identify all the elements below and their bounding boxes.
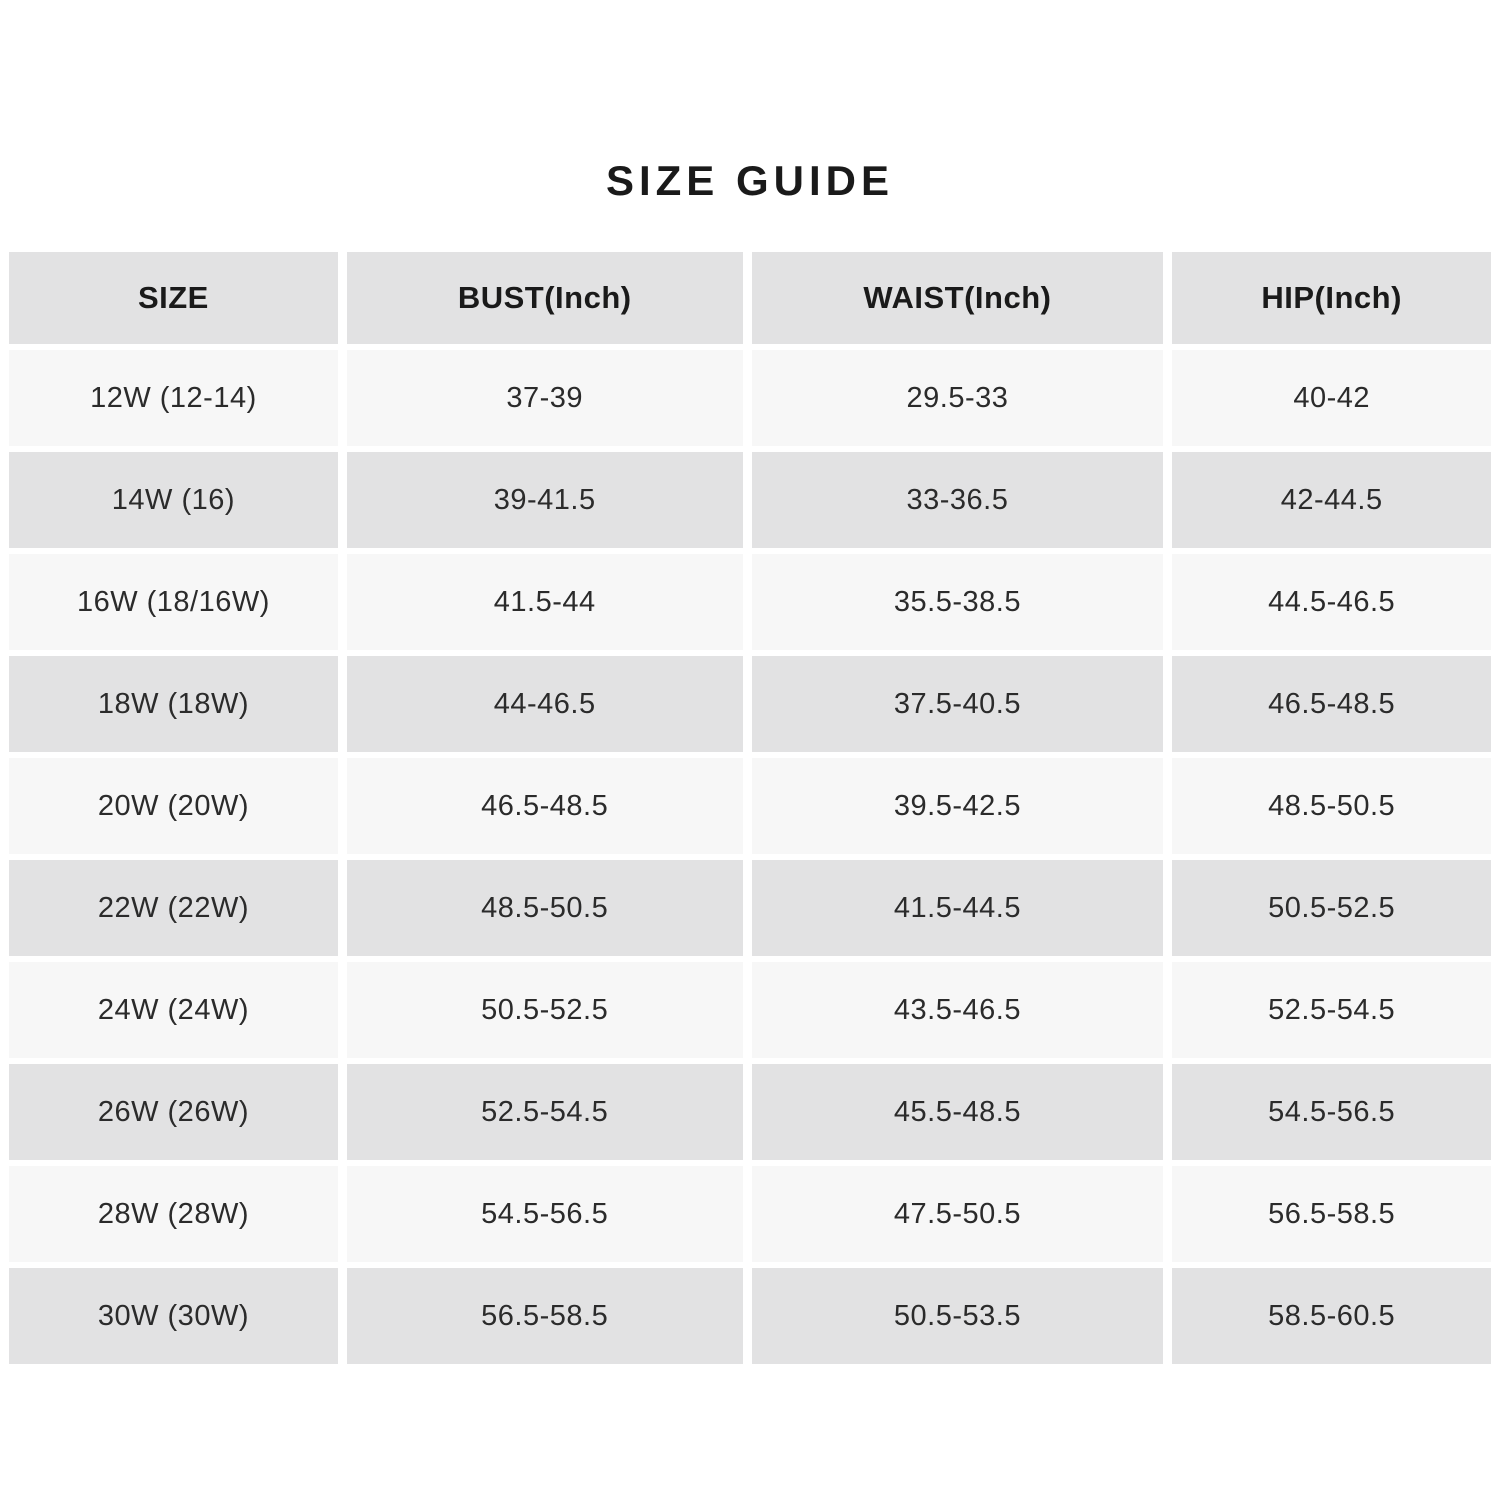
page-title: SIZE GUIDE [605, 157, 895, 204]
table-cell: 44-46.5 [347, 656, 743, 752]
table-header-row [9, 252, 1491, 344]
table-cell: 14W (16) [9, 452, 338, 548]
table-cell: 54.5-56.5 [347, 1166, 743, 1262]
table-row [9, 860, 1491, 956]
table-cell: 18W (18W) [9, 656, 338, 752]
table-row [9, 1268, 1491, 1364]
table-cell: 42-44.5 [1172, 452, 1491, 548]
table-cell: 12W (12-14) [9, 350, 338, 446]
column-header-bust: BUST(Inch) [347, 252, 743, 344]
table-cell: 56.5-58.5 [347, 1268, 743, 1364]
table-cell: 56.5-58.5 [1172, 1166, 1491, 1262]
table-cell: 24W (24W) [9, 962, 338, 1058]
table-row [9, 656, 1491, 752]
table-cell: 35.5-38.5 [752, 554, 1164, 650]
table-row [9, 758, 1491, 854]
table-cell: 50.5-52.5 [1172, 860, 1491, 956]
table-cell: 52.5-54.5 [347, 1064, 743, 1160]
table-cell: 30W (30W) [9, 1268, 338, 1364]
table-cell: 20W (20W) [9, 758, 338, 854]
column-header-hip: HIP(Inch) [1172, 252, 1491, 344]
table-row [9, 452, 1491, 548]
table-cell: 39-41.5 [347, 452, 743, 548]
table-cell: 50.5-53.5 [752, 1268, 1164, 1364]
table-cell: 54.5-56.5 [1172, 1064, 1491, 1160]
table-row [9, 350, 1491, 446]
size-guide-table [0, 246, 1500, 1370]
table-cell: 52.5-54.5 [1172, 962, 1491, 1058]
table-cell: 46.5-48.5 [1172, 656, 1491, 752]
table-cell: 37.5-40.5 [752, 656, 1164, 752]
table-row [9, 554, 1491, 650]
table-cell: 39.5-42.5 [752, 758, 1164, 854]
table-cell: 37-39 [347, 350, 743, 446]
table-row [9, 962, 1491, 1058]
table-cell: 40-42 [1172, 350, 1491, 446]
table-cell: 50.5-52.5 [347, 962, 743, 1058]
column-header-size: SIZE [9, 252, 338, 344]
table-cell: 43.5-46.5 [752, 962, 1164, 1058]
table-cell: 22W (22W) [9, 860, 338, 956]
table-cell: 41.5-44 [347, 554, 743, 650]
column-header-waist: WAIST(Inch) [752, 252, 1164, 344]
table-body [9, 350, 1491, 1364]
table-cell: 48.5-50.5 [1172, 758, 1491, 854]
table-cell: 44.5-46.5 [1172, 554, 1491, 650]
table-cell: 46.5-48.5 [347, 758, 743, 854]
table-cell: 33-36.5 [752, 452, 1164, 548]
table-cell: 45.5-48.5 [752, 1064, 1164, 1160]
table-cell: 58.5-60.5 [1172, 1268, 1491, 1364]
table-cell: 16W (18/16W) [9, 554, 338, 650]
table-cell: 28W (28W) [9, 1166, 338, 1262]
table-row [9, 1064, 1491, 1160]
table-cell: 47.5-50.5 [752, 1166, 1164, 1262]
table-cell: 41.5-44.5 [752, 860, 1164, 956]
table-cell: 26W (26W) [9, 1064, 338, 1160]
table-row [9, 1166, 1491, 1262]
table-cell: 29.5-33 [752, 350, 1164, 446]
table-cell: 48.5-50.5 [347, 860, 743, 956]
